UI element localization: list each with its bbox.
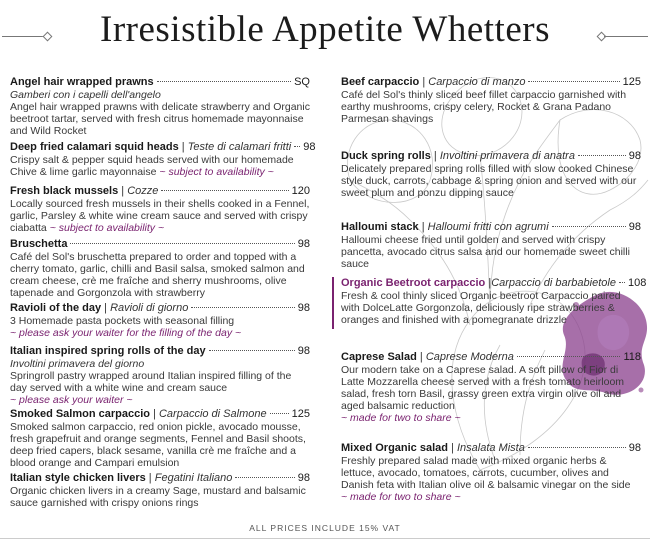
item-description: Smoked salmon carpaccio, red onion pickle, avocado mousse, fresh grapefruit and orange segments, Fennel and Basil shoots, deep fried capers, black sesame, vanilla crè me fraîche and a blood orange and Campari emulsion: [10, 421, 306, 469]
item-price: 120: [291, 185, 310, 197]
leader-dots: [517, 356, 621, 357]
item-price: 98: [297, 238, 310, 250]
item-price: 98: [628, 442, 641, 454]
item-name: Organic Beetroot carpaccio: [341, 277, 486, 289]
menu-item-mixed-organic-salad: Mixed Organic salad | Insalata Mista 98 Freshly prepared salad made with mixed organic herbs & lettuce, avocado, tomatoes, carrots, cucumber, olives and Danish feta with Italian olive oil & balsamic vinegar on the side ~ made for two to share ~: [341, 442, 641, 503]
leader-dots: [157, 81, 291, 82]
menu-item-bruschetta: [10, 238, 310, 299]
menu-item-spring-rolls: [10, 345, 310, 407]
availability-note: ~ subject to availability ~: [159, 166, 274, 178]
leader-dots: [578, 155, 626, 156]
item-italian-name: Caprese Moderna: [425, 351, 514, 363]
availability-note: ~ subject to availability ~: [49, 222, 165, 234]
menu-item-chicken-livers: Italian style chicken livers | Fegatini Italiano 98 Organic chicken livers in a creamy Sage, mustard and balsamic sauce garnished with crispy onions rings: [10, 472, 310, 509]
item-name: Bruschetta: [10, 238, 68, 250]
item-description: Locally sourced fresh mussels in their shells cooked in a Fennel, garlic, Parsley & white wine cream sauce and served with crispy ciabatta: [10, 198, 310, 234]
item-price: 125: [622, 76, 641, 88]
item-price: SQ: [294, 76, 310, 88]
item-name: Beef carpaccio: [341, 76, 420, 88]
item-italian-name: Involtini primavera del giorno: [10, 358, 145, 370]
item-italian-name: Involtini primavera di anatra: [439, 150, 575, 162]
item-name: Halloumi stack: [341, 221, 419, 233]
item-price: 98: [303, 141, 316, 153]
item-italian-name: Carpaccio di Salmone: [158, 408, 267, 420]
leader-dots: [619, 282, 625, 283]
menu-item-calamari: Deep fried calamari squid heads | Teste di calamari fritti 98 Crispy salt & pepper squid heads served with our homemade Chive & lime garlic mayonnaise ~ subject to availability ~: [10, 141, 316, 178]
leader-dots: [209, 350, 295, 351]
item-price: 98: [297, 345, 310, 357]
highlight-bar: [332, 277, 334, 329]
menu-item-beetroot-carpaccio: Organic Beetroot carpaccio | Carpaccio di barbabietole 108 Fresh & cool thinly sliced Organic beetroot Carpaccio paired with DolceLatte Gorgonzola, deliciously ripe strawberries & oranges and finished with a pomegranate drizzle: [341, 277, 641, 326]
bottom-rule: [0, 538, 650, 539]
item-italian-name: Carpaccio di barbabietole: [491, 277, 616, 289]
item-description: Delicately prepared spring rolls filled with slow cooked Chinese style duck, carrots, cabbage & spring onion and served with our sweet plum and ponzu dipping sauce: [341, 163, 637, 199]
item-price: 108: [627, 277, 647, 289]
item-price: 98: [628, 150, 641, 162]
menu-item-mussels: Fresh black mussels | Cozze 120 Locally sourced fresh mussels in their shells cooked in a Fennel, garlic, Parsley & white wine cream sauce and served with crispy ciabatta ~ subject to availability ~: [10, 185, 310, 234]
item-description: 3 Homemade pasta pockets with seasonal filling: [10, 315, 235, 327]
share-note: ~ made for two to share ~: [341, 412, 461, 424]
item-italian-name: Carpaccio di manzo: [428, 76, 526, 88]
share-note: ~ made for two to share ~: [341, 491, 461, 503]
item-name: Angel hair wrapped prawns: [10, 76, 154, 88]
item-name: Mixed Organic salad: [341, 442, 448, 454]
item-name: Italian inspired spring rolls of the day: [10, 345, 206, 357]
leader-dots: [161, 190, 288, 191]
item-price: 98: [297, 472, 310, 484]
item-name: Ravioli of the day: [10, 302, 102, 314]
item-name: Deep fried calamari squid heads: [10, 141, 179, 153]
item-italian-name: Teste di calamari fritti: [187, 141, 292, 153]
item-name: Italian style chicken livers: [10, 472, 146, 484]
leader-dots: [270, 413, 289, 414]
item-description: Organic chicken livers in a creamy Sage, mustard and balsamic sauce garnished with crispy onions rings: [10, 485, 306, 509]
item-description: Café del Sol's bruschetta prepared to order and topped with a cherry tomato, garlic, chilli and Basil salsa, smoked salmon and cream cheese, crè me fraîche and sherry mushrooms, olive tapenade and Gorgonzola with strawberry: [10, 251, 305, 299]
item-italian-name: Cozze: [127, 185, 159, 197]
menu-item-angel-hair-prawns: [10, 76, 310, 137]
item-description: Fresh & cool thinly sliced Organic beetroot Carpaccio paired with DolceLatte Gorgonzola, deliciously ripe strawberries & oranges and finished with a pomegranate drizzle: [341, 290, 621, 326]
menu-item-ravioli: Ravioli of the day | Ravioli di giorno 98 3 Homemade pasta pockets with seasonal filling ~ please ask your waiter for the filling of the day ~: [10, 302, 310, 339]
menu-item-caprese-salad: Caprese Salad | Caprese Moderna 118 Our modern take on a Caprese salad. A soft pillow of Fior di Latte Mozzarella cheese served with a fresh tomato heirloom salad, fresh torn Basil, grassy green extra virgin olive oil and aged balsamic reduction ~ made for two to share ~: [341, 351, 641, 424]
item-name: Caprese Salad: [341, 351, 417, 363]
item-description: Angel hair wrapped prawns with delicate strawberry and Organic beetroot tartar, served with fresh citrus homemade mayonnaise and Wild Rocket: [10, 101, 310, 137]
item-description: Our modern take on a Caprese salad. A soft pillow of Fior di Latte Mozzarella cheese served with a fresh tomato heirloom salad, fresh torn Basil, grassy green extra virgin olive oil and aged balsamic reduction: [341, 364, 625, 412]
item-description: Springroll pastry wrapped around Italian inspired filling of the day served with a white wine and cream sauce: [10, 370, 292, 394]
item-name: Fresh black mussels: [10, 185, 119, 197]
item-description: Halloumi cheese fried until golden and served with crispy pancetta, avocado citrus salsa and our homemade sweet chilli sauce: [341, 234, 630, 270]
item-name: Smoked Salmon carpaccio: [10, 408, 150, 420]
item-description: Café del Sol's thinly sliced beef fillet carpaccio garnished with earthy mushrooms, crispy celery, Rocket & Grana Padano Parmesan shavings: [341, 89, 627, 125]
waiter-note: ~ please ask your waiter ~: [10, 394, 133, 406]
item-name: Duck spring rolls: [341, 150, 431, 162]
item-price: 118: [623, 351, 641, 363]
leader-dots: [528, 447, 626, 448]
page-title: Irresistible Appetite Whetters: [100, 9, 550, 50]
item-price: 125: [291, 408, 310, 420]
filling-note: ~ please ask your waiter for the filling of the day ~: [10, 327, 242, 339]
menu-item-duck-spring-rolls: Duck spring rolls | Involtini primavera di anatra 98 Delicately prepared spring rolls filled with slow cooked Chinese style duck, carrots, cabbage & spring onion and served with our sweet plum and ponzu dipping sauce: [341, 150, 641, 199]
item-price: 98: [628, 221, 641, 233]
title-rule-right: [604, 36, 648, 37]
menu-item-smoked-salmon: Smoked Salmon carpaccio | Carpaccio di Salmone 125 Smoked salmon carpaccio, red onion pickle, avocado mousse, fresh grapefruit and orange segments, Fennel and Basil shoots, deep fried capers, black sesame, vanilla crè me fraîche and a blood orange and Campari emulsion: [10, 408, 310, 469]
item-italian-name: Fegatini Italiano: [154, 472, 233, 484]
item-price: 98: [297, 302, 310, 314]
item-italian-name: Gamberi con i capelli dell'angelo: [10, 89, 161, 101]
item-italian-name: Halloumi fritti con agrumi: [427, 221, 549, 233]
item-description: Crispy salt & pepper squid heads served with our homemade Chive & lime garlic mayonnaise: [10, 154, 294, 178]
item-description: Freshly prepared salad made with mixed organic herbs & lettuce, avocado, tomatoes, carrots, cucumber, olives and Danish feta with Italian olive oil & balsamic vinegar on the side: [341, 455, 631, 491]
item-italian-name: Insalata Mista: [456, 442, 525, 454]
menu-item-halloumi-stack: Halloumi stack | Halloumi fritti con agrumi 98 Halloumi cheese fried until golden and served with crispy pancetta, avocado citrus salsa and our homemade sweet chilli sauce: [341, 221, 641, 270]
leader-dots: [191, 307, 294, 308]
item-italian-name: Ravioli di giorno: [110, 302, 189, 314]
leader-dots: [294, 146, 300, 147]
vat-footer: ALL PRICES INCLUDE 15% VAT: [249, 523, 401, 533]
leader-dots: [528, 81, 619, 82]
menu-item-beef-carpaccio: Beef carpaccio | Carpaccio di manzo 125 Café del Sol's thinly sliced beef fillet carpaccio garnished with earthy mushrooms, crispy celery, Rocket & Grana Padano Parmesan shavings: [341, 76, 641, 125]
leader-dots: [235, 477, 294, 478]
leader-dots: [552, 226, 626, 227]
leader-dots: [70, 243, 294, 244]
